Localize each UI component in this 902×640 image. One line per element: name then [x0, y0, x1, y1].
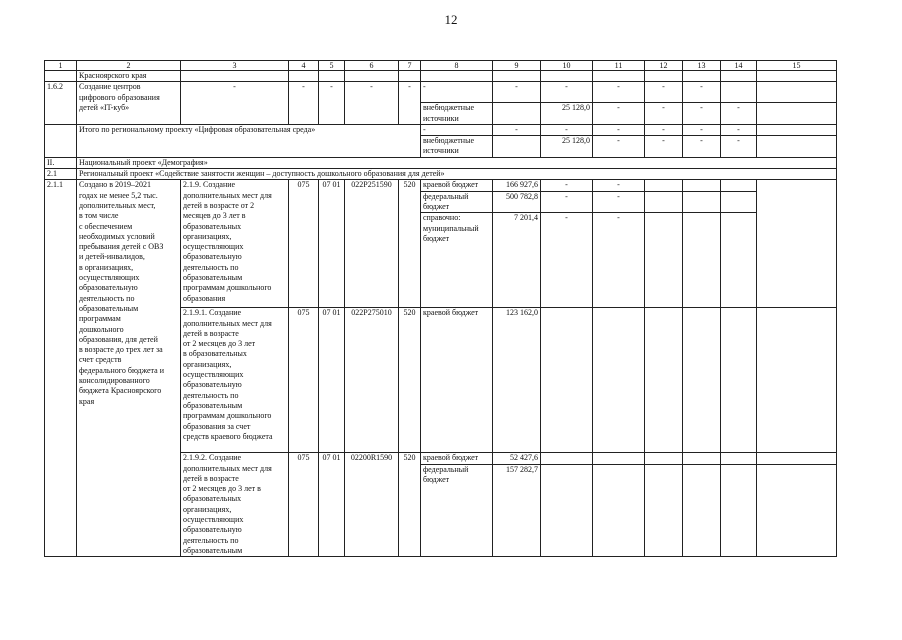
- cell-code: 07 01: [319, 453, 345, 557]
- cell-dash: -: [593, 82, 645, 103]
- cell-source: краевой бюджет: [421, 453, 493, 464]
- header-cell: 14: [721, 61, 757, 71]
- cell-dash: -: [683, 124, 721, 135]
- cell-dash: -: [593, 213, 645, 308]
- cell-source: федеральный бюджет: [421, 191, 493, 213]
- cell-measure-name: 2.1.9. Создание дополнительных мест для детей в возрасте от 2 месяцев до 3 лет в образовательных организациях, осуществляющих образовательную деятельность по образовательным программам дошкольного образования: [181, 180, 289, 308]
- header-cell: 5: [319, 61, 345, 71]
- cell-value: 7 201,4: [493, 213, 541, 308]
- cell-measure-name: Создание центров цифрового образования детей «IT-куб»: [77, 82, 181, 125]
- header-cell: 1: [45, 61, 77, 71]
- cell-measure-name: 2.1.9.2. Создание дополнительных мест для детей в возрасте от 2 месяцев до 3 лет в образовательных организациях, осуществляющих образовательную деятельность по образовательным: [181, 453, 289, 557]
- cell-dash: -: [721, 136, 757, 158]
- header-cell: 13: [683, 61, 721, 71]
- header-cell: 2: [77, 61, 181, 71]
- cell-source: краевой бюджет: [421, 308, 493, 453]
- cell-goal: Создано в 2019–2021 годах не менее 5,2 тыс. дополнительных мест, в том числе с обеспечением необходимых условий пребывания детей с ОВЗ и детей-инвалидов, в организациях, осуществляющих образовательную деятельность по образовательным программам дошкольного образования, для детей в возрасте до трех лет за счет средств федерального бюджета и консолидированного бюджета Красноярского края: [77, 180, 181, 557]
- cell-source: внебюджетные источники: [421, 136, 493, 158]
- cell-value: 25 128,0: [541, 136, 593, 158]
- cell-total-label: Итого по региональному проекту «Цифровая образовательная среда»: [77, 124, 421, 157]
- cell-dash: -: [683, 82, 721, 103]
- cell-region: Красноярского края: [77, 71, 181, 82]
- cell-code: 07 01: [319, 308, 345, 453]
- header-cell: 10: [541, 61, 593, 71]
- header-cell: 4: [289, 61, 319, 71]
- table-row: [45, 169, 837, 180]
- cell-number: II.: [45, 157, 77, 168]
- cell-value: 500 782,8: [493, 191, 541, 213]
- cell-dash: -: [683, 103, 721, 125]
- cell-dash: -: [345, 82, 399, 125]
- cell-dash: -: [683, 136, 721, 158]
- table-row: [45, 82, 837, 103]
- table-row: [45, 157, 837, 168]
- cell-dash: -: [541, 180, 593, 191]
- cell-dash: -: [493, 82, 541, 103]
- header-cell: 6: [345, 61, 399, 71]
- header-cell: 11: [593, 61, 645, 71]
- cell-code: 075: [289, 180, 319, 308]
- cell-dash: -: [593, 124, 645, 135]
- cell-value: 123 162,0: [493, 308, 541, 453]
- cell-code: 075: [289, 308, 319, 453]
- header-cell: 8: [421, 61, 493, 71]
- cell-dash: -: [541, 191, 593, 213]
- cell-number: 2.1: [45, 169, 77, 180]
- cell-source: -: [421, 124, 493, 135]
- table-row: [45, 71, 837, 82]
- cell-code: 022P251590: [345, 180, 399, 308]
- header-cell: 3: [181, 61, 289, 71]
- cell-code: 520: [399, 453, 421, 557]
- cell-value: 166 927,6: [493, 180, 541, 191]
- cell-dash: -: [399, 82, 421, 125]
- budget-table: [44, 60, 837, 557]
- cell-section-label: Региональный проект «Содействие занятости женщин – доступность дошкольного образования для детей»: [77, 169, 837, 180]
- cell-dash: -: [541, 82, 593, 103]
- cell-measure-name: 2.1.9.1. Создание дополнительных мест для детей в возрасте от 2 месяцев до 3 лет в образовательных организациях, осуществляющих образовательную деятельность по образовательным программам дошкольного образования за счет средств краевого бюджета: [181, 308, 289, 453]
- cell-dash: -: [721, 124, 757, 135]
- cell-source: краевой бюджет: [421, 180, 493, 191]
- cell-dash: -: [645, 103, 683, 125]
- header-cell: 15: [757, 61, 837, 71]
- header-cell: 7: [399, 61, 421, 71]
- cell-dash: -: [645, 82, 683, 103]
- cell-dash: -: [593, 191, 645, 213]
- cell-code: 07 01: [319, 180, 345, 308]
- cell-code: 520: [399, 308, 421, 453]
- header-row: [45, 61, 837, 71]
- cell-dash: -: [181, 82, 289, 125]
- cell-value: 157 282,7: [493, 464, 541, 557]
- cell-source: внебюджетные источники: [421, 103, 493, 125]
- cell-source: справочно: муниципальный бюджет: [421, 213, 493, 308]
- cell-dash: -: [541, 124, 593, 135]
- cell-dash: -: [493, 124, 541, 135]
- cell-value: 52 427,6: [493, 453, 541, 464]
- cell-value: 25 128,0: [541, 103, 593, 125]
- cell-dash: -: [593, 180, 645, 191]
- cell-dash: -: [289, 82, 319, 125]
- header-cell: 9: [493, 61, 541, 71]
- cell-code: 022P275010: [345, 308, 399, 453]
- cell-dash: -: [593, 136, 645, 158]
- cell-dash: -: [541, 213, 593, 308]
- cell-dash: -: [645, 124, 683, 135]
- cell-section-label: Национальный проект «Демография»: [77, 157, 837, 168]
- table-row: [45, 180, 837, 191]
- cell-source: федеральный бюджет: [421, 464, 493, 557]
- cell-dash: -: [721, 103, 757, 125]
- cell-dash: -: [593, 103, 645, 125]
- cell-source: -: [421, 82, 493, 103]
- table-row: [45, 124, 837, 135]
- cell-number: 1.6.2: [45, 82, 77, 125]
- header-cell: 12: [645, 61, 683, 71]
- cell-code: 520: [399, 180, 421, 308]
- cell-dash: -: [319, 82, 345, 125]
- cell-code: 075: [289, 453, 319, 557]
- page-number: 12: [444, 12, 458, 27]
- cell-dash: -: [645, 136, 683, 158]
- cell-code: 02200R1590: [345, 453, 399, 557]
- cell-number: 2.1.1: [45, 180, 77, 557]
